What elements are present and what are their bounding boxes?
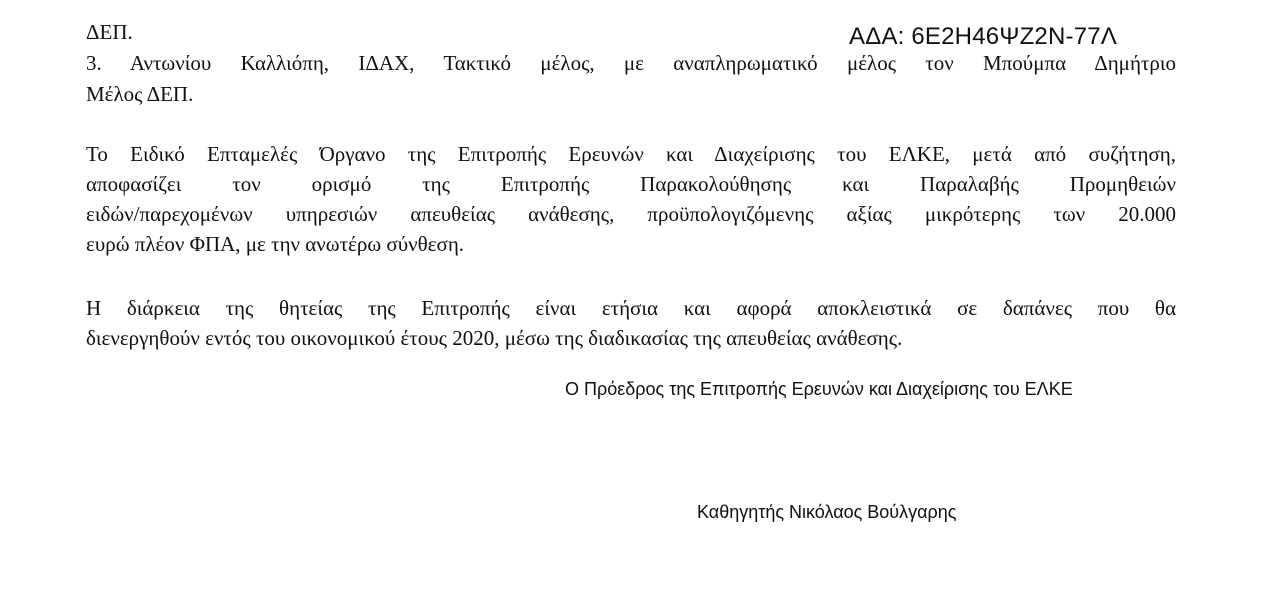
signatory-title: Ο Πρόεδρος της Επιτροπής Ερευνών και Διαχείρισης του ΕΛΚΕ xyxy=(565,379,1073,399)
committee-line-1: ΔΕΠ. xyxy=(86,20,133,44)
decision-line-2: αποφασίζει τον ορισμό της Επιτροπής Παρακολούθησης και Παραλαβής Προμηθειών xyxy=(86,172,1176,196)
committee-line-2: 3. Αντωνίου Καλλιόπη, ΙΔΑΧ, Τακτικό μέλος, με αναπληρωματικό μέλος τον Μπούμπα Δημήτριο xyxy=(86,51,1176,75)
decision-line-1: Το Ειδικό Επταμελές Όργανο της Επιτροπής Ερευνών και Διαχείρισης του ΕΛΚΕ, μετά από συζήτηση, xyxy=(86,142,1176,166)
decision-line-4: ευρώ πλέον ΦΠΑ, με την ανωτέρω σύνθεση. xyxy=(86,232,465,256)
ada-code: ΑΔΑ: 6Ε2Η46ΨΖ2Ν-77Λ xyxy=(849,23,1118,50)
term-line-2: διενεργηθούν εντός του οικονομικού έτους 2020, μέσω της διαδικασίας της απευθείας ανάθεσης. xyxy=(86,326,903,350)
decision-line-3: ειδών/παρεχομένων υπηρεσιών απευθείας ανάθεσης, προϋπολογιζόμενης αξίας μικρότερης των 20.000 xyxy=(86,202,1176,226)
term-line-1: Η διάρκεια της θητείας της Επιτροπής είναι ετήσια και αφορά αποκλειστικά σε δαπάνες που θα xyxy=(86,296,1176,320)
signatory-name: Καθηγητής Νικόλαος Βούλγαρης xyxy=(697,502,957,522)
committee-line-3: Μέλος ΔΕΠ. xyxy=(86,82,194,106)
